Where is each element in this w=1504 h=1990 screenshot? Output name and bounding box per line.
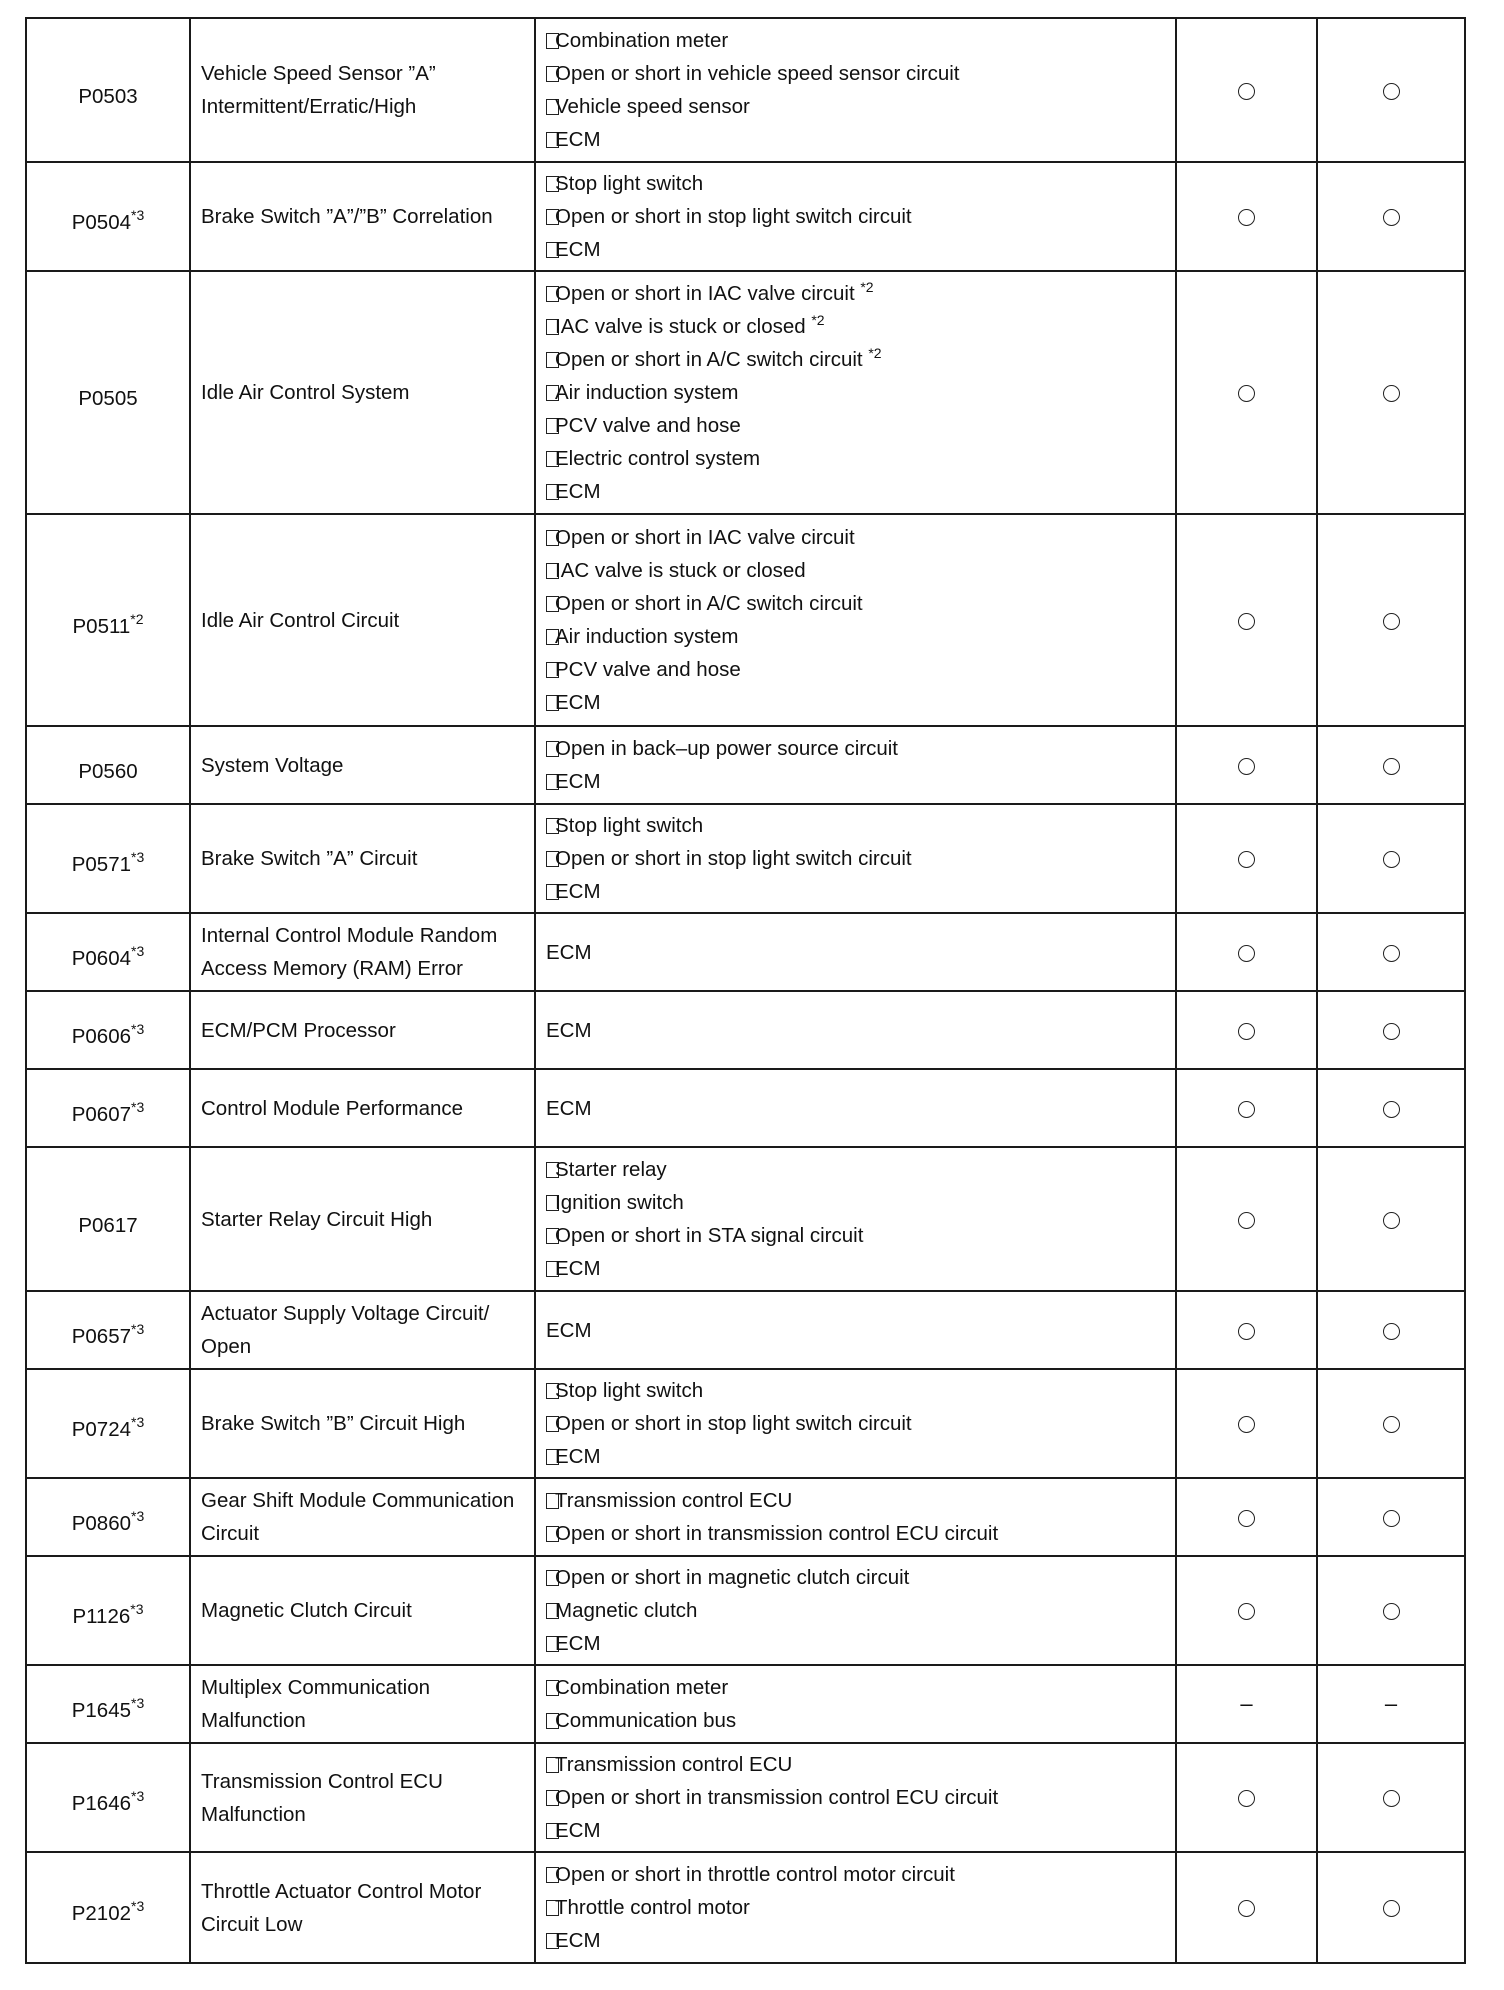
trouble-area-cell — [535, 1478, 1176, 1556]
trouble-area-item — [546, 1252, 1169, 1285]
dtc-row — [26, 1069, 1465, 1147]
dtc-row — [26, 913, 1465, 991]
dtc-code-footnote: *3 — [131, 1320, 145, 1337]
memory-column-cell — [1317, 271, 1465, 514]
mil-column-cell — [1176, 1556, 1317, 1665]
memory-column-cell — [1317, 991, 1465, 1069]
memory-column-cell — [1317, 18, 1465, 162]
dtc-code-cell — [26, 18, 190, 162]
circle-mark-icon — [1383, 758, 1400, 775]
trouble-area-text: Open or short in throttle control motor circuit — [555, 1863, 955, 1886]
dtc-code: P0505 — [78, 387, 138, 410]
trouble-area-item — [546, 1374, 1169, 1407]
dtc-description: Magnetic Clutch Circuit — [190, 1556, 535, 1665]
trouble-area-text: Combination meter — [555, 29, 729, 52]
mil-column-cell — [1176, 18, 1317, 162]
mil-column-cell — [1176, 1478, 1317, 1556]
trouble-area-cell — [535, 1069, 1176, 1147]
trouble-area-text: Stop light switch — [555, 814, 704, 837]
trouble-area-item — [546, 1594, 1169, 1627]
memory-column-cell — [1317, 1743, 1465, 1852]
trouble-area-text: IAC valve is stuck or closed — [555, 559, 806, 582]
circle-mark-icon — [1238, 1212, 1255, 1229]
dtc-code: P0617 — [78, 1213, 138, 1237]
dtc-description: Brake Switch ”A”/”B” Correlation — [190, 162, 535, 271]
dtc-code-cell — [26, 726, 190, 804]
trouble-area-text: Open or short in A/C switch circuit — [555, 592, 863, 615]
trouble-area-item — [546, 1704, 1169, 1737]
trouble-area-cell — [535, 514, 1176, 726]
trouble-area-footnote: *2 — [860, 279, 874, 296]
trouble-area-item — [546, 475, 1169, 508]
trouble-area-text: IAC valve is stuck or closed — [555, 315, 812, 338]
trouble-area-text: ECM — [555, 1929, 601, 1952]
dtc-code: P0724 — [71, 1418, 132, 1441]
trouble-area-item — [546, 1517, 1169, 1550]
dtc-row — [26, 18, 1465, 162]
dtc-code-cell — [26, 991, 190, 1069]
trouble-area-text: ECM — [555, 770, 601, 793]
dtc-code-footnote: *3 — [131, 1788, 145, 1805]
trouble-area-text: Open or short in transmission control ECU circuit — [555, 1786, 999, 1809]
trouble-area-item — [546, 1153, 1169, 1186]
dtc-description: Idle Air Control Circuit — [190, 514, 535, 726]
dtc-code-cell — [26, 1478, 190, 1556]
trouble-area-item — [546, 554, 1169, 587]
dtc-code-cell — [26, 1556, 190, 1665]
trouble-area-text: Starter relay — [555, 1158, 667, 1181]
dtc-description: ECM/PCM Processor — [190, 991, 535, 1069]
dtc-description: Idle Air Control System — [190, 271, 535, 514]
circle-mark-icon — [1238, 83, 1255, 100]
trouble-area-text: Open or short in vehicle speed sensor circuit — [555, 62, 960, 85]
dtc-code: P1645 — [71, 1698, 132, 1722]
trouble-area-item — [546, 1440, 1169, 1473]
memory-column-cell — [1317, 162, 1465, 271]
trouble-area-text: Open or short in STA signal circuit — [555, 1224, 864, 1247]
trouble-area-item — [546, 200, 1169, 233]
mil-column-cell — [1176, 1369, 1317, 1478]
dtc-code-footnote: *3 — [131, 1098, 145, 1115]
trouble-area-item — [546, 57, 1169, 90]
memory-column-cell — [1317, 1665, 1465, 1743]
memory-column-cell — [1317, 1852, 1465, 1963]
trouble-area-footnote: *2 — [811, 312, 825, 329]
trouble-area-cell — [535, 1665, 1176, 1743]
trouble-area-text: ECM — [555, 128, 601, 151]
dtc-description: Vehicle Speed Sensor ”A” Intermittent/Erratic/High — [190, 18, 535, 162]
trouble-area-text: Combination meter — [555, 1676, 729, 1699]
trouble-area-item — [546, 1924, 1169, 1957]
trouble-area-item — [546, 765, 1169, 798]
dtc-code: P0657 — [71, 1324, 132, 1348]
mil-column-cell — [1176, 1069, 1317, 1147]
circle-mark-icon — [1383, 1603, 1400, 1620]
circle-mark-icon — [1238, 1416, 1255, 1433]
dtc-code: P0503 — [78, 84, 138, 108]
trouble-area-text: Electric control system — [555, 447, 761, 470]
trouble-area-item — [546, 1219, 1169, 1252]
dtc-description: Brake Switch ”A” Circuit — [190, 804, 535, 913]
trouble-area-item — [546, 343, 1169, 376]
dtc-code-footnote: *3 — [131, 942, 145, 959]
dtc-description: Throttle Actuator Control Motor Circuit Low — [190, 1852, 535, 1963]
trouble-area-text: Stop light switch — [555, 1379, 704, 1402]
mil-column-cell — [1176, 913, 1317, 991]
trouble-area-item — [546, 1671, 1169, 1704]
trouble-area-item — [546, 409, 1169, 442]
trouble-area-text: Stop light switch — [555, 172, 704, 195]
dtc-row — [26, 271, 1465, 514]
dtc-code-footnote: *3 — [131, 1414, 145, 1431]
trouble-area-item — [546, 1484, 1169, 1517]
trouble-area-text: ECM — [555, 1257, 601, 1280]
memory-column-cell — [1317, 1369, 1465, 1478]
dtc-description: Starter Relay Circuit High — [190, 1147, 535, 1291]
dtc-code: P0571 — [71, 853, 132, 876]
trouble-area-text: Open or short in IAC valve circuit — [555, 282, 861, 305]
dtc-code-cell — [26, 271, 190, 514]
trouble-area-item — [546, 653, 1169, 686]
mil-column-cell — [1176, 1852, 1317, 1963]
dtc-code-cell — [26, 1369, 190, 1478]
dtc-code-footnote: *3 — [131, 849, 145, 866]
trouble-area-item — [546, 1891, 1169, 1924]
dtc-description: Multiplex Communication Malfunction — [190, 1665, 535, 1743]
trouble-area-item — [546, 1014, 1169, 1047]
circle-mark-icon — [1238, 945, 1255, 962]
trouble-area-item — [546, 686, 1169, 719]
dtc-row — [26, 1369, 1465, 1478]
circle-mark-icon — [1383, 613, 1400, 630]
circle-mark-icon — [1383, 1790, 1400, 1807]
trouble-area-item — [546, 167, 1169, 200]
trouble-area-text: ECM — [546, 1018, 592, 1042]
trouble-area-cell — [535, 726, 1176, 804]
trouble-area-text: Open or short in stop light switch circuit — [555, 1412, 912, 1435]
dtc-code-footnote: *3 — [130, 1601, 144, 1618]
trouble-area-item — [546, 310, 1169, 343]
dtc-code-cell — [26, 1852, 190, 1963]
circle-mark-icon — [1383, 851, 1400, 868]
dtc-row — [26, 804, 1465, 913]
circle-mark-icon — [1383, 1510, 1400, 1527]
trouble-area-text: ECM — [555, 238, 601, 261]
trouble-area-item — [546, 521, 1169, 554]
dtc-code: P2102 — [71, 1902, 132, 1925]
dtc-row — [26, 1556, 1465, 1665]
mil-column-cell — [1176, 1291, 1317, 1369]
mil-column-cell — [1176, 162, 1317, 271]
circle-mark-icon — [1383, 1212, 1400, 1229]
circle-mark-icon — [1383, 945, 1400, 962]
trouble-area-item — [546, 123, 1169, 156]
trouble-area-text: ECM — [555, 880, 601, 903]
trouble-area-item — [546, 90, 1169, 123]
trouble-area-cell — [535, 804, 1176, 913]
circle-mark-icon — [1238, 1023, 1255, 1040]
trouble-area-cell — [535, 1556, 1176, 1665]
memory-column-cell — [1317, 514, 1465, 726]
trouble-area-item — [546, 1748, 1169, 1781]
dtc-description: Internal Control Module Random Access Memory (RAM) Error — [190, 913, 535, 991]
circle-mark-icon — [1383, 1900, 1400, 1917]
trouble-area-footnote: *2 — [868, 345, 882, 362]
mil-column-cell — [1176, 1665, 1317, 1743]
circle-mark-icon — [1238, 1790, 1255, 1807]
mil-column-cell — [1176, 1743, 1317, 1852]
trouble-area-text: ECM — [546, 940, 592, 964]
circle-mark-icon — [1383, 1101, 1400, 1118]
trouble-area-cell — [535, 18, 1176, 162]
dtc-table-body — [26, 18, 1465, 1963]
trouble-area-cell — [535, 1147, 1176, 1291]
memory-column-cell — [1317, 1069, 1465, 1147]
trouble-area-item — [546, 1092, 1169, 1125]
memory-column-cell — [1317, 726, 1465, 804]
trouble-area-cell — [535, 271, 1176, 514]
trouble-area-text: Air induction system — [555, 625, 739, 648]
dtc-code-cell — [26, 162, 190, 271]
dtc-description: Actuator Supply Voltage Circuit/ Open — [190, 1291, 535, 1369]
trouble-area-item — [546, 936, 1169, 969]
trouble-area-text: ECM — [555, 1632, 601, 1655]
trouble-area-text: Open or short in IAC valve circuit — [555, 526, 855, 549]
trouble-area-item — [546, 1407, 1169, 1440]
trouble-area-cell — [535, 1852, 1176, 1963]
circle-mark-icon — [1383, 1416, 1400, 1433]
trouble-area-text: Magnetic clutch — [555, 1599, 698, 1622]
circle-mark-icon — [1238, 385, 1255, 402]
circle-mark-icon — [1238, 1510, 1255, 1527]
circle-mark-icon — [1238, 1101, 1255, 1118]
dtc-code: P1126 — [72, 1605, 131, 1628]
circle-mark-icon — [1238, 1900, 1255, 1917]
dtc-row — [26, 1743, 1465, 1852]
trouble-area-text: Transmission control ECU — [555, 1489, 793, 1512]
dtc-code-footnote: *3 — [131, 207, 145, 224]
circle-mark-icon — [1383, 209, 1400, 226]
dtc-description: Transmission Control ECU Malfunction — [190, 1743, 535, 1852]
trouble-area-text: PCV valve and hose — [555, 414, 741, 437]
trouble-area-text: ECM — [546, 1318, 592, 1342]
circle-mark-icon — [1238, 758, 1255, 775]
dtc-row — [26, 514, 1465, 726]
trouble-area-item — [546, 1858, 1169, 1891]
trouble-area-item — [546, 1781, 1169, 1814]
dtc-code: P0606 — [71, 1024, 132, 1048]
trouble-area-item — [546, 1561, 1169, 1594]
dtc-code: P0607 — [71, 1102, 132, 1126]
dtc-description: Brake Switch ”B” Circuit High — [190, 1369, 535, 1478]
dtc-code: P0511 — [72, 614, 131, 638]
dtc-row — [26, 1478, 1465, 1556]
trouble-area-text: Open or short in A/C switch circuit — [555, 348, 869, 371]
circle-mark-icon — [1383, 1323, 1400, 1340]
trouble-area-text: Vehicle speed sensor — [555, 95, 750, 118]
dtc-row — [26, 1291, 1465, 1369]
dtc-code: P1646 — [71, 1792, 132, 1815]
dash-mark: – — [1384, 1690, 1398, 1716]
trouble-area-item — [546, 1186, 1169, 1219]
dtc-code-footnote: *3 — [131, 1898, 145, 1915]
dtc-table — [25, 17, 1466, 1964]
dtc-code: P0860 — [71, 1511, 132, 1535]
trouble-area-text: PCV valve and hose — [555, 658, 741, 681]
circle-mark-icon — [1238, 613, 1255, 630]
trouble-area-cell — [535, 1291, 1176, 1369]
dtc-code-footnote: *2 — [130, 610, 144, 627]
trouble-area-cell — [535, 162, 1176, 271]
trouble-area-text: Air induction system — [555, 381, 739, 404]
trouble-area-text: Open in back–up power source circuit — [555, 737, 898, 760]
dtc-row — [26, 162, 1465, 271]
circle-mark-icon — [1238, 209, 1255, 226]
dtc-code-cell — [26, 1291, 190, 1369]
trouble-area-item — [546, 620, 1169, 653]
trouble-area-text: ECM — [555, 691, 601, 714]
memory-column-cell — [1317, 1556, 1465, 1665]
trouble-area-item — [546, 1314, 1169, 1347]
circle-mark-icon — [1238, 851, 1255, 868]
trouble-area-item — [546, 842, 1169, 875]
mil-column-cell — [1176, 1147, 1317, 1291]
circle-mark-icon — [1238, 1603, 1255, 1620]
trouble-area-text: Communication bus — [555, 1709, 737, 1732]
circle-mark-icon — [1383, 1023, 1400, 1040]
dtc-code-footnote: *3 — [131, 1694, 145, 1711]
dtc-row — [26, 991, 1465, 1069]
trouble-area-item — [546, 732, 1169, 765]
trouble-area-cell — [535, 991, 1176, 1069]
dash-mark: – — [1240, 1690, 1253, 1716]
mil-column-cell — [1176, 991, 1317, 1069]
trouble-area-text: ECM — [555, 480, 601, 503]
dtc-code-cell — [26, 1743, 190, 1852]
trouble-area-item — [546, 809, 1169, 842]
mil-column-cell — [1176, 514, 1317, 726]
trouble-area-item — [546, 1627, 1169, 1660]
trouble-area-item — [546, 875, 1169, 908]
memory-column-cell — [1317, 1291, 1465, 1369]
trouble-area-text: ECM — [555, 1445, 601, 1468]
dtc-code-cell — [26, 1069, 190, 1147]
mil-column-cell — [1176, 271, 1317, 514]
trouble-area-text: Transmission control ECU — [555, 1753, 793, 1776]
dtc-row — [26, 726, 1465, 804]
circle-mark-icon — [1383, 385, 1400, 402]
trouble-area-text: Open or short in stop light switch circuit — [555, 847, 912, 870]
trouble-area-cell — [535, 913, 1176, 991]
trouble-area-text: ECM — [546, 1096, 592, 1120]
trouble-area-text: Open or short in transmission control ECU circuit — [555, 1522, 999, 1545]
trouble-area-text: Throttle control motor — [555, 1896, 750, 1919]
trouble-area-item — [546, 442, 1169, 475]
trouble-area-item — [546, 587, 1169, 620]
dtc-description: Gear Shift Module Communication Circuit — [190, 1478, 535, 1556]
dtc-code-cell — [26, 913, 190, 991]
trouble-area-text: Ignition switch — [555, 1191, 684, 1214]
trouble-area-cell — [535, 1369, 1176, 1478]
memory-column-cell — [1317, 1478, 1465, 1556]
circle-mark-icon — [1238, 1323, 1255, 1340]
dtc-code-cell — [26, 1665, 190, 1743]
dtc-code-footnote: *3 — [131, 1020, 145, 1037]
circle-mark-icon — [1383, 83, 1400, 100]
memory-column-cell — [1317, 913, 1465, 991]
trouble-area-text: Open or short in stop light switch circuit — [555, 205, 912, 228]
trouble-area-text: ECM — [555, 1819, 601, 1842]
memory-column-cell — [1317, 1147, 1465, 1291]
memory-column-cell — [1317, 804, 1465, 913]
dtc-code: P0504 — [71, 211, 132, 234]
mil-column-cell — [1176, 804, 1317, 913]
mil-column-cell — [1176, 726, 1317, 804]
trouble-area-item — [546, 24, 1169, 57]
dtc-row — [26, 1852, 1465, 1963]
trouble-area-item — [546, 233, 1169, 266]
dtc-code-cell — [26, 514, 190, 726]
trouble-area-item — [546, 376, 1169, 409]
trouble-area-text: Open or short in magnetic clutch circuit — [555, 1566, 910, 1589]
dtc-row — [26, 1147, 1465, 1291]
dtc-code-footnote: *3 — [131, 1507, 145, 1524]
dtc-code: P0560 — [78, 759, 138, 783]
trouble-area-item — [546, 277, 1169, 310]
dtc-code-cell — [26, 804, 190, 913]
trouble-area-cell — [535, 1743, 1176, 1852]
dtc-code-cell — [26, 1147, 190, 1291]
dtc-description: Control Module Performance — [190, 1069, 535, 1147]
dtc-row — [26, 1665, 1465, 1743]
dtc-description: System Voltage — [190, 726, 535, 804]
trouble-area-item — [546, 1814, 1169, 1847]
dtc-code: P0604 — [71, 946, 132, 970]
